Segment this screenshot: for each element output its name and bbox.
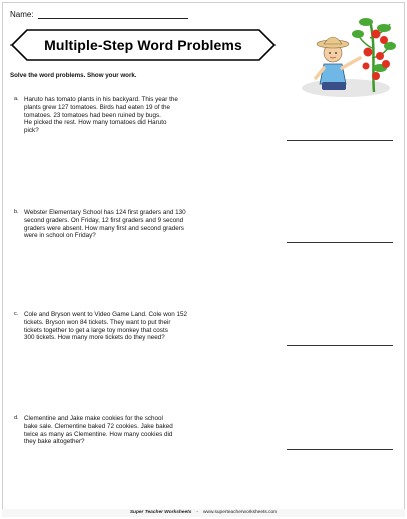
answer-line-a[interactable] [287,140,393,141]
problem-c [14,311,284,342]
problem-letter: a. [14,96,19,102]
name-line [38,10,188,19]
problem-text: Webster Elementary School has 124 first graders and 130 second graders. On Friday, 12 first graders and 9 second graders were absent. How many first and second graders were in school on Friday? [24,209,186,240]
boy-gardening-tomatoes-icon [296,8,396,100]
name-label: Name: [10,10,34,19]
instructions: Solve the word problems. Show your work. [10,72,137,79]
problem-text: Clementine and Jake make cookies for the school bake sale. Clementine baked 72 cookies. Jake baked twice as many as Clementine. How many cookies did they bake altogether? [24,415,173,446]
answer-line-c[interactable] [287,345,393,346]
footer-brand: Super Teacher Worksheets [129,510,192,515]
answer-line-d[interactable] [287,449,393,450]
problem-letter: c. [14,311,19,317]
problem-letter: b. [14,209,19,215]
problem-text: Cole and Bryson went to Video Game Land. Cole won 152 tickets. Bryson won 84 tickets. They want to put their tickets together to get a large toy monkey that costs 300 tickets. How many more tickets do they need? [24,311,188,342]
problem-letter: d. [14,415,19,421]
problem-a [14,96,284,135]
problem-text: Haruto has tomato plants in his backyard. This year the plants grew 127 tomatoes. Birds had eaten 19 of the tomatoes. 23 tomatoes had been ruined by bugs. He picked the rest. How many tomatoes did Haruto pick? [24,96,178,135]
problem-b [14,209,284,240]
name-field [10,10,188,19]
footer [2,509,405,517]
footer-separator: - [196,510,199,515]
title-banner [10,28,276,62]
problem-d [14,415,284,446]
footer-url[interactable]: www.superteacherworksheets.com [203,510,278,515]
page-title: Multiple-Step Word Problems [44,37,242,53]
answer-line-b[interactable] [287,242,393,243]
